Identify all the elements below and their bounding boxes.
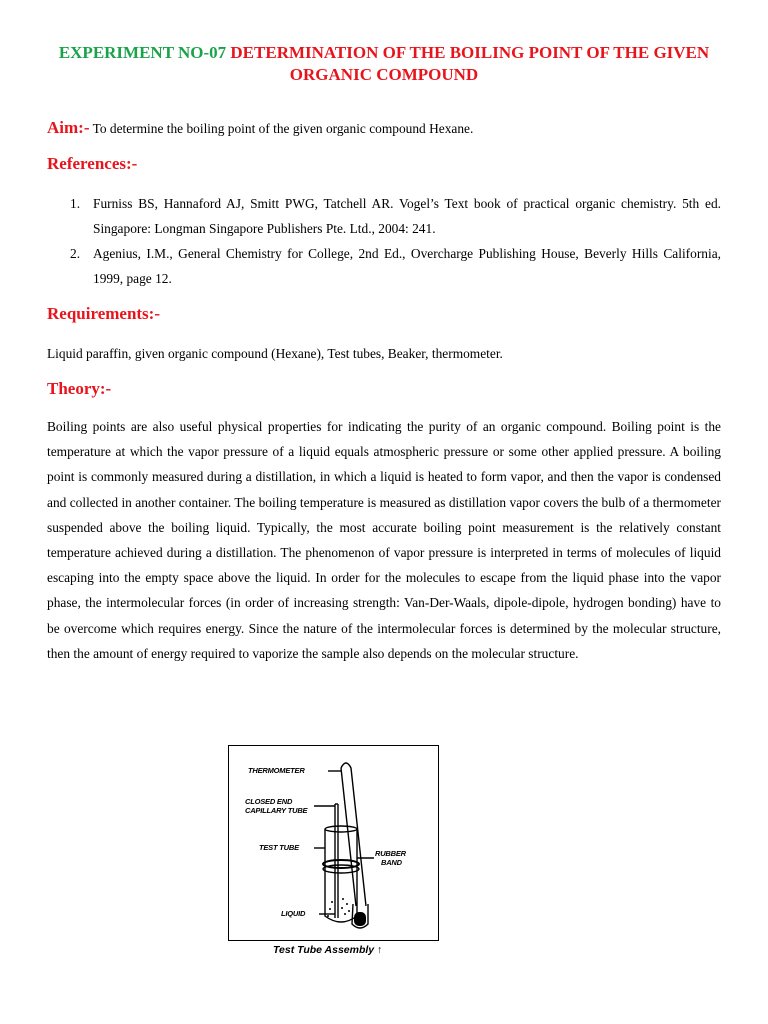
experiment-heading: DETERMINATION OF THE BOILING POINT OF THE GIVEN ORGANIC COMPOUND [230, 43, 710, 84]
aim-label: Aim:- [47, 118, 90, 137]
page-title [40, 42, 728, 86]
experiment-number: EXPERIMENT NO-07 [58, 43, 227, 62]
capillary-tube-label-line2: CAPILLARY TUBE [245, 806, 308, 815]
reference-text: Furniss BS, Hannaford AJ, Smitt PWG, Tatchell AR. Vogel’s Text book of practical organic chemistry. 5th ed. Singapore: Longman Singapore Publishers Pte. Ltd., 2004: 241. [93, 196, 721, 237]
reference-text: Agenius, I.M., General Chemistry for College, 2nd Ed., Overcharge Publishing House, Beverly Hills California, 1999, page 12. [93, 246, 721, 287]
liquid-label: LIQUID [281, 909, 306, 918]
theory-text: Boiling points are also useful physical properties for indicating the purity of an organic compound. Boiling point is the temperature at which the vapor pressure of a liquid equals atmospheric pressure or some other applied pressure. A boiling point is commonly measured during a distillation, in which a liquid is heated to form vapor, and then the vapor is condensed and collected in another container. The boiling temperature is measured as distillation vapor covers the bulb of a thermometer suspended above the boiling liquid. Typically, the most accurate boiling point measurement is the relatively constant temperature achieved during a distillation. The phenomenon of vapor pressure is interpreted in terms of molecules of liquid escaping into the empty space above the liquid. In order for the molecules to escape from the liquid phase into the vapor phase, the intermolecular forces (in order of increasing strength: Van-Der-Waals, dipole-dipole, hydrogen bonding) have to be overcome which requires energy. Since the nature of the intermolecular forces is determined by the molecular structure, then the amount of energy required to vaporize the sample also depends on the molecular structure. [47, 419, 721, 661]
aim-text: To determine the boiling point of the given organic compound Hexane. [92, 121, 474, 136]
reference-item [70, 191, 721, 241]
test-tube-assembly-figure [228, 745, 439, 941]
theory-heading: Theory:- [47, 379, 112, 398]
thermometer-label: THERMOMETER [248, 766, 305, 775]
rubber-band-label-line1: RUBBER [375, 849, 406, 858]
references-heading: References:- [47, 154, 138, 173]
reference-number: 2. [70, 246, 81, 261]
rubber-band-label-line2: BAND [381, 858, 402, 867]
figure-caption: Test Tube Assembly ↑ [273, 944, 383, 956]
capillary-tube-label-line1: CLOSED END [245, 797, 293, 806]
test-tube-label: TEST TUBE [259, 843, 299, 852]
reference-number: 1. [70, 196, 81, 211]
requirements-heading: Requirements:- [47, 304, 160, 323]
aim-section [47, 117, 473, 140]
reference-item [70, 241, 721, 291]
requirements-text: Liquid paraffin, given organic compound (Hexane), Test tubes, Beaker, thermometer. [47, 346, 503, 361]
